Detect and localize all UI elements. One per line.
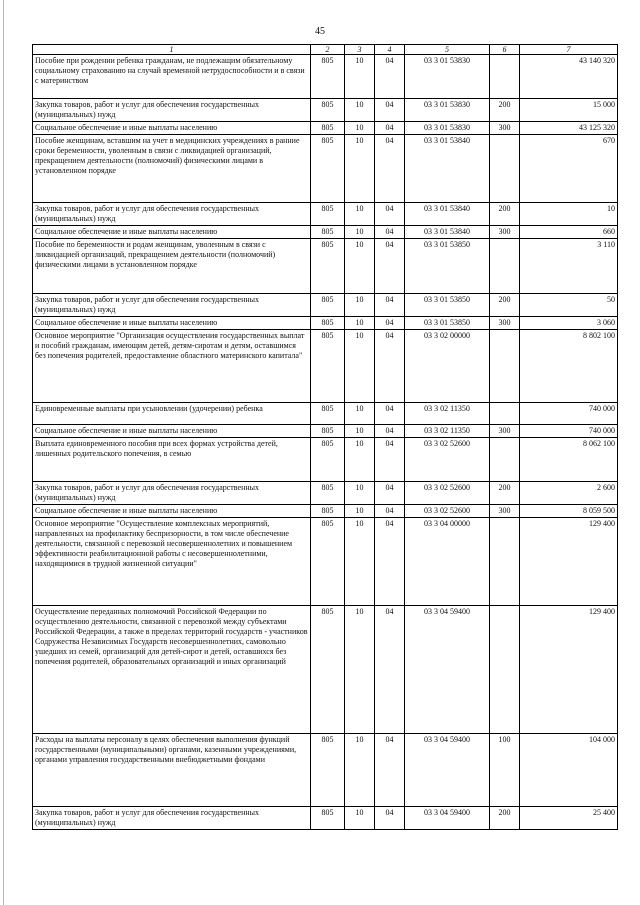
row-cell-c6 — [490, 438, 520, 482]
row-cell-c7: 8 802 100 — [520, 330, 618, 403]
row-cell-c5: 03 3 01 53840 — [405, 135, 490, 203]
row-cell-c7: 740 000 — [520, 425, 618, 438]
row-cell-c7: 740 000 — [520, 403, 618, 425]
row-description: Пособие по беременности и родам женщинам, уволенным в связи с ликвидацией организаций, прекращением деятельности (полномочий) физическими лицами в установленном порядке — [33, 239, 311, 294]
row-cell-c5: 03 3 02 52600 — [405, 438, 490, 482]
row-description: Осуществление переданных полномочий Российской Федерации по осуществлению деятельности, связанной с перевозкой между субъектами Российской Федерации, а также в пределах территорий государств - участников Содружества Независимых Государств несовершеннолетних, самовольно ушедших из семей, организаций для детей-сирот и детей, оставшихся без попечения родителей, образовательных организаций и иных организаций — [33, 606, 311, 734]
row-cell-c3: 10 — [345, 505, 375, 518]
row-cell-c6: 300 — [490, 317, 520, 330]
row-cell-c4: 04 — [375, 203, 405, 226]
row-cell-c4: 04 — [375, 122, 405, 135]
row-description: Социальное обеспечение и иные выплаты населению — [33, 505, 311, 518]
row-cell-c7: 3 060 — [520, 317, 618, 330]
table-row — [33, 505, 618, 518]
row-cell-c6 — [490, 606, 520, 734]
row-cell-c7: 3 110 — [520, 239, 618, 294]
table-row — [33, 294, 618, 317]
row-cell-c2: 805 — [311, 330, 345, 403]
row-description: Единовременные выплаты при усыновлении (удочерении) ребенка — [33, 403, 311, 425]
row-cell-c4: 04 — [375, 482, 405, 505]
table-row — [33, 425, 618, 438]
row-cell-c3: 10 — [345, 438, 375, 482]
row-cell-c7: 50 — [520, 294, 618, 317]
row-description: Социальное обеспечение и иные выплаты населению — [33, 425, 311, 438]
row-cell-c3: 10 — [345, 99, 375, 122]
row-cell-c3: 10 — [345, 55, 375, 99]
table-row — [33, 438, 618, 482]
row-cell-c7: 2 600 — [520, 482, 618, 505]
row-cell-c3: 10 — [345, 807, 375, 830]
column-header: 3 — [345, 45, 375, 55]
row-cell-c7: 670 — [520, 135, 618, 203]
row-cell-c3: 10 — [345, 330, 375, 403]
row-cell-c2: 805 — [311, 505, 345, 518]
row-description: Пособие при рождении ребенка гражданам, не подлежащим обязательному социальному страхованию на случай временной нетрудоспособности и в связи с материнством — [33, 55, 311, 99]
column-header: 2 — [311, 45, 345, 55]
row-description: Социальное обеспечение и иные выплаты населению — [33, 226, 311, 239]
row-cell-c3: 10 — [345, 317, 375, 330]
row-description: Закупка товаров, работ и услуг для обеспечения государственных (муниципальных) нужд — [33, 99, 311, 122]
row-cell-c6 — [490, 330, 520, 403]
table-row — [33, 135, 618, 203]
row-cell-c6: 300 — [490, 226, 520, 239]
page-number: 45 — [315, 26, 325, 37]
row-cell-c5: 03 3 02 52600 — [405, 482, 490, 505]
table-row — [33, 330, 618, 403]
row-description: Основное мероприятие "Организация осуществления государственных выплат и пособий гражданам, имеющим детей, детям-сиротам и детям, оставшимся без попечения родителей, предоставление областного материнского капитала" — [33, 330, 311, 403]
row-cell-c3: 10 — [345, 226, 375, 239]
header-row — [33, 45, 618, 55]
row-cell-c4: 04 — [375, 330, 405, 403]
row-cell-c5: 03 3 01 53850 — [405, 294, 490, 317]
row-cell-c5: 03 3 04 59400 — [405, 606, 490, 734]
row-cell-c6 — [490, 403, 520, 425]
row-cell-c4: 04 — [375, 135, 405, 203]
row-cell-c4: 04 — [375, 239, 405, 294]
row-description: Закупка товаров, работ и услуг для обеспечения государственных (муниципальных) нужд — [33, 807, 311, 830]
row-cell-c7: 660 — [520, 226, 618, 239]
row-cell-c2: 805 — [311, 239, 345, 294]
table-row — [33, 239, 618, 294]
row-cell-c5: 03 3 02 52600 — [405, 505, 490, 518]
table-row — [33, 203, 618, 226]
table-row — [33, 518, 618, 606]
row-cell-c3: 10 — [345, 239, 375, 294]
row-cell-c4: 04 — [375, 505, 405, 518]
row-cell-c5: 03 3 02 11350 — [405, 403, 490, 425]
column-header: 6 — [490, 45, 520, 55]
row-cell-c7: 129 400 — [520, 606, 618, 734]
row-cell-c4: 04 — [375, 807, 405, 830]
row-cell-c5: 03 3 01 53830 — [405, 122, 490, 135]
row-cell-c6: 300 — [490, 122, 520, 135]
table-row — [33, 55, 618, 99]
row-cell-c4: 04 — [375, 606, 405, 734]
row-cell-c5: 03 3 02 00000 — [405, 330, 490, 403]
row-cell-c3: 10 — [345, 135, 375, 203]
column-header: 1 — [33, 45, 311, 55]
row-cell-c4: 04 — [375, 403, 405, 425]
row-description: Выплата единовременного пособия при всех формах устройства детей, лишенных родительского попечения, в семью — [33, 438, 311, 482]
column-header: 5 — [405, 45, 490, 55]
row-cell-c7: 43 140 320 — [520, 55, 618, 99]
row-cell-c5: 03 3 01 53830 — [405, 99, 490, 122]
row-description: Социальное обеспечение и иные выплаты населению — [33, 317, 311, 330]
row-cell-c6 — [490, 518, 520, 606]
row-cell-c2: 805 — [311, 317, 345, 330]
row-cell-c4: 04 — [375, 734, 405, 807]
row-cell-c5: 03 3 04 59400 — [405, 807, 490, 830]
margin-line — [3, 0, 4, 905]
row-cell-c3: 10 — [345, 294, 375, 317]
row-cell-c6: 200 — [490, 807, 520, 830]
row-cell-c2: 805 — [311, 122, 345, 135]
row-cell-c5: 03 3 01 53840 — [405, 226, 490, 239]
row-cell-c7: 8 059 500 — [520, 505, 618, 518]
row-description: Закупка товаров, работ и услуг для обеспечения государственных (муниципальных) нужд — [33, 294, 311, 317]
row-cell-c4: 04 — [375, 226, 405, 239]
row-cell-c2: 805 — [311, 226, 345, 239]
row-description: Основное мероприятие "Осуществление комплексных мероприятий, направленных на профилактику беспризорности, в том числе обеспечение деятельности, связанной с перевозкой несовершеннолетних и повышением эффективности реабилитационной работы с несовершеннолетними, находящимися в трудной жизненной ситуации" — [33, 518, 311, 606]
row-cell-c6: 200 — [490, 294, 520, 317]
row-cell-c6: 200 — [490, 203, 520, 226]
row-cell-c3: 10 — [345, 606, 375, 734]
row-cell-c2: 805 — [311, 403, 345, 425]
row-cell-c7: 8 062 100 — [520, 438, 618, 482]
row-cell-c4: 04 — [375, 294, 405, 317]
row-cell-c5: 03 3 04 00000 — [405, 518, 490, 606]
row-cell-c2: 805 — [311, 294, 345, 317]
row-cell-c3: 10 — [345, 518, 375, 606]
table-row — [33, 122, 618, 135]
row-cell-c6: 200 — [490, 482, 520, 505]
row-cell-c4: 04 — [375, 55, 405, 99]
table-row — [33, 403, 618, 425]
row-cell-c2: 805 — [311, 807, 345, 830]
row-cell-c3: 10 — [345, 482, 375, 505]
row-description: Закупка товаров, работ и услуг для обеспечения государственных (муниципальных) нужд — [33, 203, 311, 226]
row-cell-c6: 200 — [490, 99, 520, 122]
row-cell-c4: 04 — [375, 438, 405, 482]
row-cell-c2: 805 — [311, 203, 345, 226]
row-cell-c3: 10 — [345, 122, 375, 135]
table-row — [33, 226, 618, 239]
table-row — [33, 482, 618, 505]
row-cell-c3: 10 — [345, 403, 375, 425]
row-cell-c5: 03 3 04 59400 — [405, 734, 490, 807]
row-cell-c4: 04 — [375, 518, 405, 606]
row-cell-c5: 03 3 01 53850 — [405, 317, 490, 330]
row-cell-c6 — [490, 239, 520, 294]
row-cell-c2: 805 — [311, 99, 345, 122]
table-row — [33, 734, 618, 807]
row-cell-c7: 104 000 — [520, 734, 618, 807]
row-cell-c5: 03 3 01 53830 — [405, 55, 490, 99]
row-cell-c4: 04 — [375, 425, 405, 438]
row-cell-c6: 100 — [490, 734, 520, 807]
row-description: Пособие женщинам, вставшим на учет в медицинских учреждениях в ранние сроки беременности, уволенным в связи с ликвидацией организаций, прекращением деятельности (полномочий) физическими лицами в установленном порядке — [33, 135, 311, 203]
table-row — [33, 317, 618, 330]
row-cell-c2: 805 — [311, 734, 345, 807]
row-cell-c6 — [490, 135, 520, 203]
row-cell-c6: 300 — [490, 505, 520, 518]
row-cell-c5: 03 3 01 53840 — [405, 203, 490, 226]
table-body — [33, 55, 618, 830]
row-cell-c6 — [490, 55, 520, 99]
row-cell-c3: 10 — [345, 203, 375, 226]
budget-table — [32, 44, 618, 830]
column-header: 4 — [375, 45, 405, 55]
row-cell-c2: 805 — [311, 518, 345, 606]
row-cell-c2: 805 — [311, 606, 345, 734]
row-cell-c3: 10 — [345, 425, 375, 438]
row-cell-c7: 15 000 — [520, 99, 618, 122]
row-cell-c7: 10 — [520, 203, 618, 226]
column-header: 7 — [520, 45, 618, 55]
row-description: Закупка товаров, работ и услуг для обеспечения государственных (муниципальных) нужд — [33, 482, 311, 505]
row-cell-c2: 805 — [311, 438, 345, 482]
row-description: Расходы на выплаты персоналу в целях обеспечения выполнения функций государственными (муниципальными) органами, казенными учреждениями, органами управления государственными внебюджетными фондами — [33, 734, 311, 807]
row-cell-c2: 805 — [311, 482, 345, 505]
row-cell-c5: 03 3 01 53850 — [405, 239, 490, 294]
row-cell-c2: 805 — [311, 425, 345, 438]
row-cell-c2: 805 — [311, 55, 345, 99]
row-cell-c7: 25 400 — [520, 807, 618, 830]
table-row — [33, 606, 618, 734]
row-cell-c2: 805 — [311, 135, 345, 203]
row-cell-c5: 03 3 02 11350 — [405, 425, 490, 438]
row-cell-c7: 129 400 — [520, 518, 618, 606]
row-description: Социальное обеспечение и иные выплаты населению — [33, 122, 311, 135]
row-cell-c4: 04 — [375, 99, 405, 122]
row-cell-c7: 43 125 320 — [520, 122, 618, 135]
row-cell-c6: 300 — [490, 425, 520, 438]
table-row — [33, 99, 618, 122]
table-row — [33, 807, 618, 830]
row-cell-c3: 10 — [345, 734, 375, 807]
row-cell-c4: 04 — [375, 317, 405, 330]
